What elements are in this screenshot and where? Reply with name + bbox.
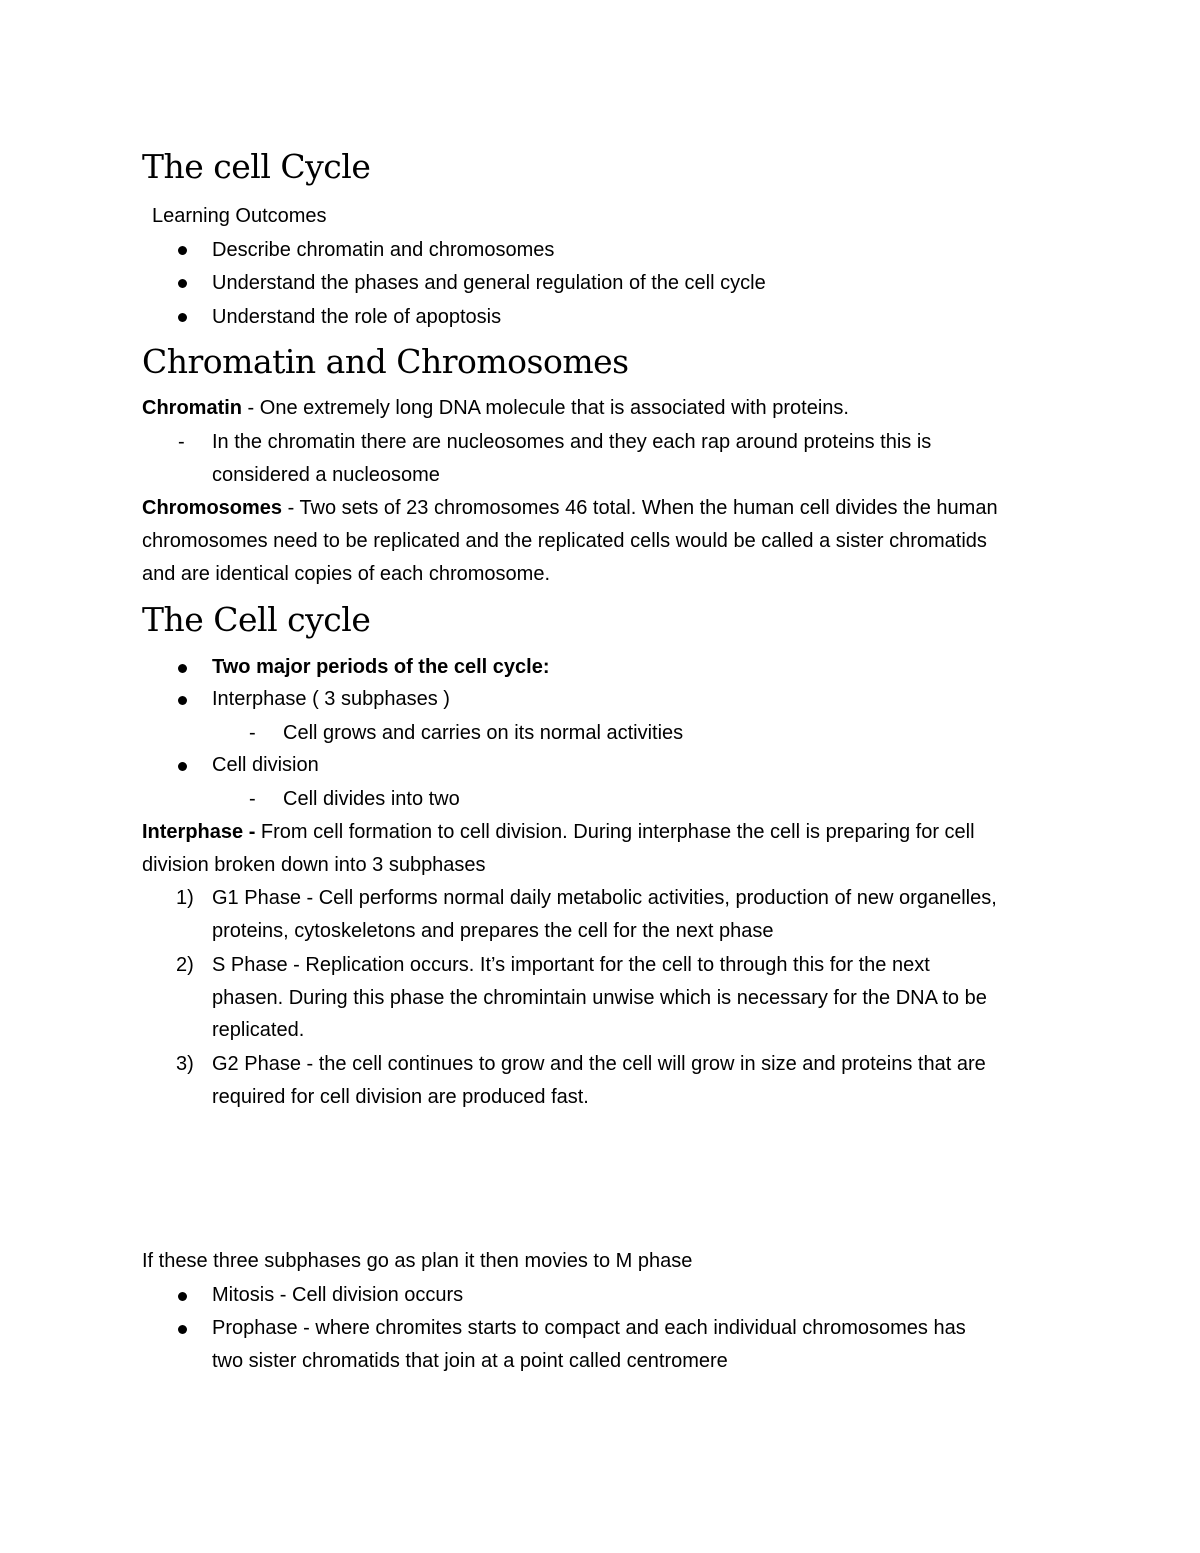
interphase-line: division broken down into 3 subphases	[142, 854, 486, 876]
chromatin-definition-text: - One extremely long DNA molecule that is associated with proteins.	[242, 397, 849, 419]
periods-interphase: Interphase ( 3 subphases )	[212, 688, 450, 710]
chromatin-definition	[142, 398, 849, 418]
dash-marker: -	[249, 788, 256, 810]
periods-intro-text: Two major periods of the cell cycle:	[212, 656, 550, 678]
list-number: 3)	[176, 1053, 194, 1075]
bullet-icon	[178, 762, 187, 771]
outcome-item: Understand the role of apoptosis	[212, 306, 502, 328]
list-number: 1)	[176, 887, 194, 909]
list-number: 2)	[176, 954, 194, 976]
dash-marker: -	[178, 431, 185, 453]
section-heading-cell-cycle: The Cell cycle	[142, 600, 371, 639]
chromatin-term: Chromatin	[142, 397, 242, 419]
chromosomes-definition	[142, 498, 998, 518]
prophase-item-line: two sister chromatids that join at a point called centromere	[212, 1350, 728, 1372]
outcome-item: Describe chromatin and chromosomes	[212, 239, 555, 261]
chromatin-sub-line: considered a nucleosome	[212, 464, 440, 486]
m-phase-intro: If these three subphases go as plan it then movies to M phase	[142, 1250, 693, 1272]
mitosis-item: Mitosis - Cell division occurs	[212, 1284, 464, 1306]
chromatin-sub-line: In the chromatin there are nucleosomes and they each rap around proteins this is	[212, 431, 932, 453]
phase-line: S Phase - Replication occurs. It’s important for the cell to through this for the next	[212, 954, 930, 976]
interphase-definition-text: From cell formation to cell division. During interphase the cell is preparing for cell	[260, 821, 975, 843]
prophase-item: Prophase - where chromites starts to compact and each individual chromosomes has	[212, 1317, 966, 1339]
periods-interphase-sub: Cell grows and carries on its normal activities	[283, 722, 684, 744]
bullet-icon	[178, 696, 187, 705]
bullet-icon	[178, 313, 187, 322]
outcome-item: Understand the phases and general regulation of the cell cycle	[212, 272, 766, 294]
periods-division-sub: Cell divides into two	[283, 788, 460, 810]
bullet-icon	[178, 664, 187, 673]
periods-division: Cell division	[212, 754, 319, 776]
phase-line: proteins, cytoskeletons and prepares the cell for the next phase	[212, 920, 774, 942]
chromosomes-definition-text: - Two sets of 23 chromosomes 46 total. When the human cell divides the human	[282, 497, 998, 519]
page-title: The cell Cycle	[142, 147, 371, 186]
chromosomes-line: and are identical copies of each chromosome.	[142, 563, 551, 585]
phase-line: replicated.	[212, 1019, 305, 1041]
learning-outcomes-label: Learning Outcomes	[152, 205, 327, 227]
phase-line: phasen. During this phase the chromintain unwise which is necessary for the DNA to be	[212, 987, 987, 1009]
phase-line: G2 Phase - the cell continues to grow and the cell will grow in size and proteins that are	[212, 1053, 986, 1075]
periods-intro	[212, 657, 550, 677]
phase-line: required for cell division are produced fast.	[212, 1086, 589, 1108]
bullet-icon	[178, 279, 187, 288]
dash-marker: -	[249, 722, 256, 744]
interphase-definition	[142, 822, 975, 842]
bullet-icon	[178, 246, 187, 255]
interphase-term: Interphase -	[142, 821, 261, 843]
bullet-icon	[178, 1325, 187, 1334]
chromosomes-term: Chromosomes	[142, 497, 283, 519]
chromosomes-line: chromosomes need to be replicated and the replicated cells would be called a sister chromatids	[142, 530, 987, 552]
bullet-icon	[178, 1292, 187, 1301]
section-heading-chromatin: Chromatin and Chromosomes	[142, 342, 629, 381]
phase-line: G1 Phase - Cell performs normal daily metabolic activities, production of new organelles,	[212, 887, 997, 909]
